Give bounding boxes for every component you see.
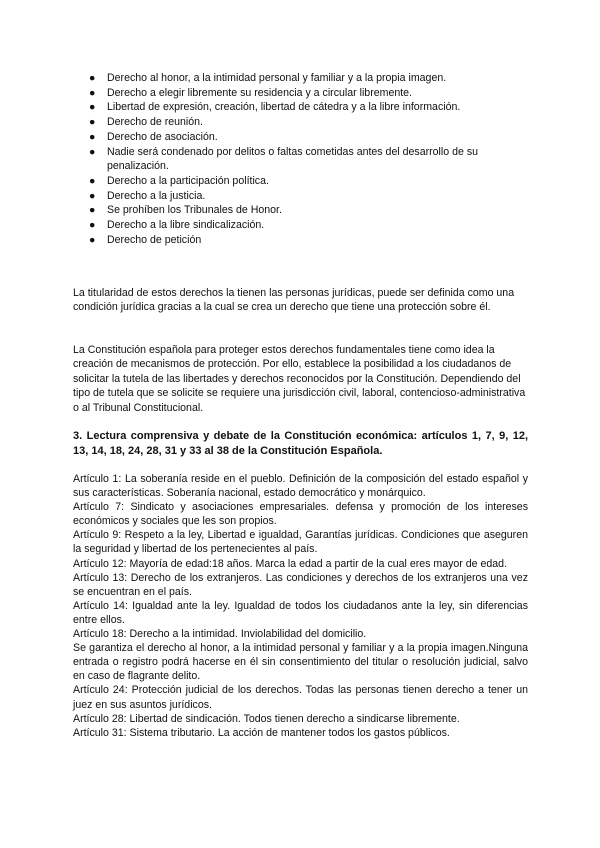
- article-entry: Artículo 12: Mayoría de edad:18 años. Marca la edad a partir de la cual eres mayor de edad.: [73, 557, 508, 570]
- list-item-text: Derecho de reunión.: [107, 116, 203, 129]
- list-item: [89, 218, 519, 233]
- list-item: [89, 130, 519, 145]
- list-item-text: Se prohíben los Tribunales de Honor.: [107, 204, 282, 217]
- list-item: [89, 174, 519, 189]
- article-entry: Artículo 9: Respeto a la ley, Libertad e igualdad, Garantías jurídicas. Condiciones que aseguren la seguridad y libertad de los pertenecientes al país.: [73, 529, 528, 556]
- bullet-icon: ●: [89, 72, 96, 84]
- list-item-text: Libertad de expresión, creación, libertad de cátedra y a la libre información.: [107, 101, 461, 114]
- list-item: [89, 233, 519, 248]
- article-entry: Artículo 7: Sindicato y asociaciones empresariales. defensa y promoción de los intereses económicos y sociales que les son propios.: [73, 501, 528, 528]
- articles-list: [73, 472, 528, 740]
- list-item: [89, 71, 519, 86]
- paragraph-titularidad: La titularidad de estos derechos la tienen las personas jurídicas, puede ser definida como una condición jurídica gracias a la cual se crea un derecho que tiene una protección sobre él.: [73, 287, 515, 314]
- list-item-text: Derecho de petición: [107, 233, 202, 246]
- bullet-icon: ●: [89, 174, 96, 187]
- rights-bullet-list: [89, 71, 519, 247]
- article-entry: Artículo 31: Sistema tributario. La acción de mantener todos los gastos públicos.: [73, 726, 450, 739]
- bullet-icon: ●: [89, 204, 96, 217]
- list-item-text: Derecho de asociación.: [107, 130, 218, 143]
- bullet-icon: ●: [89, 130, 96, 143]
- list-item-text: Derecho al honor, a la intimidad personal y familiar y a la propia imagen.: [107, 72, 447, 84]
- list-item: [89, 86, 519, 101]
- bullet-icon: ●: [89, 86, 96, 99]
- article-entry: Artículo 1: La soberanía reside en el pueblo. Definición de la composición del estado español y sus características. Soberanía nacional, estado democrático y monárquico.: [73, 473, 528, 500]
- list-item: [89, 189, 519, 204]
- article-entry: Artículo 24: Protección judicial de los derechos. Todas las personas tienen derecho a tener un juez en sus asuntos jurídicos.: [73, 684, 528, 711]
- bullet-icon: ●: [89, 116, 96, 129]
- article-entry: Artículo 28: Libertad de sindicación. Todos tienen derecho a sindicarse libremente.: [73, 712, 460, 725]
- article-entry: Artículo 13: Derecho de los extranjeros. Las condiciones y derechos de los extranjeros una vez se encuentran en el país.: [73, 571, 528, 598]
- article-entry: Se garantiza el derecho al honor, a la intimidad personal y familiar y a la propia imagen.Ninguna entrada o registro podrá hacerse en él sin consentimiento del titular o resolución judicial, salvo en caso de flagrante delito.: [73, 642, 528, 683]
- list-item-text: Derecho a la justicia.: [107, 189, 206, 202]
- list-item: [89, 145, 519, 174]
- article-entry: Artículo 18: Derecho a la intimidad. Inviolabilidad del domicilio.: [73, 628, 367, 641]
- article-entry: Artículo 14: Igualdad ante la ley. Igualdad de todos los ciudadanos ante la ley, sin diferencias entre ellos.: [73, 599, 528, 626]
- bullet-icon: ●: [89, 145, 96, 158]
- section-heading: 3. Lectura comprensiva y debate de la Constitución económica: artículos 1, 7, 9, 12, 13, 14, 18, 24, 28, 31 y 33 al 38 de la Constitución Española.: [73, 430, 528, 457]
- list-item-text: Derecho a la libre sindicalización.: [107, 219, 265, 232]
- list-item: [89, 115, 519, 130]
- list-item-text: Derecho a elegir libremente su residencia y a circular libremente.: [107, 86, 413, 99]
- paragraph-constitucion: La Constitución española para proteger estos derechos fundamentales tiene como idea la creación de mecanismos de protección. Por ello, establece la posibilidad a los ciudadanos de solicitar la tutela de las libertades y derechos reconocidos por la Constitución. Dependiendo del tipo de tutela que se solicite se requiere una jurisdicción civil, laboral, contencioso-administrativa o al Tribunal Constitucional.: [73, 344, 526, 414]
- list-item: [89, 203, 519, 218]
- bullet-icon: ●: [89, 189, 96, 202]
- list-item-text: Derecho a la participación política.: [107, 174, 269, 187]
- bullet-icon: ●: [89, 219, 96, 232]
- list-item: [89, 100, 519, 115]
- bullet-icon: ●: [89, 101, 96, 114]
- list-item-text: Nadie será condenado por delitos o faltas cometidas antes del desarrollo de su penalización.: [107, 145, 479, 173]
- bullet-icon: ●: [89, 233, 96, 246]
